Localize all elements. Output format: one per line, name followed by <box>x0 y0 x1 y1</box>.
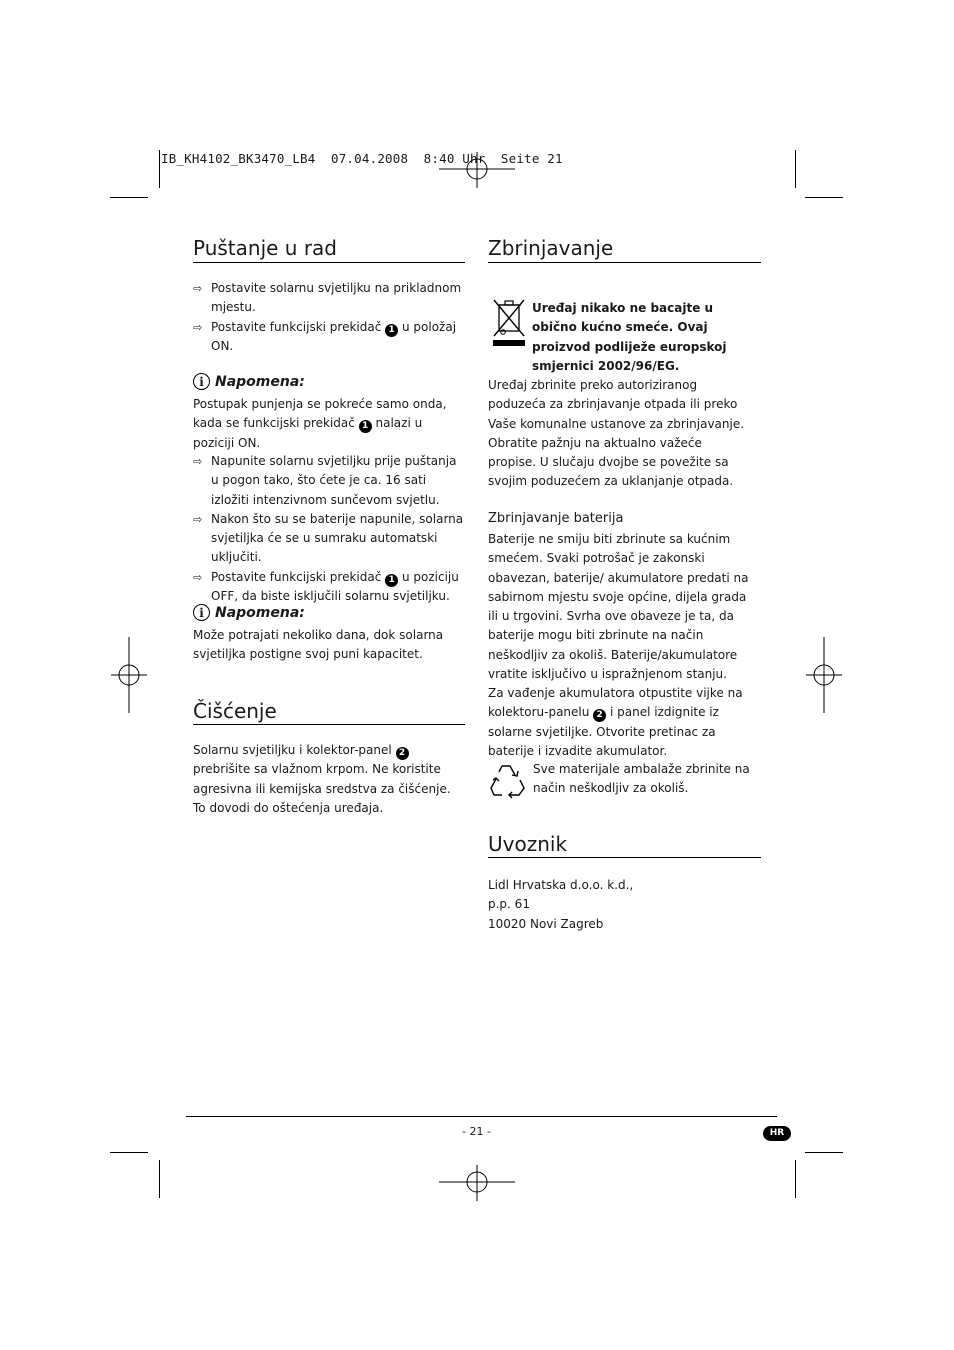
title-rule <box>488 262 761 263</box>
list-item <box>193 568 465 607</box>
disposal-paragraph: Uređaj zbrinite preko autoriziranog poduzeća za zbrinjavanje otpada ili preko Vaše komunalne ustanove za zbrinjavanje. Obratite pažnju na aktualno važeće propise. U slučaju dvojbe se povežite sa svojim poduzećem za uklanjanje otpada. <box>488 378 745 489</box>
list-item <box>193 279 465 318</box>
number-badge: 2 <box>593 709 606 722</box>
list-item <box>193 318 465 357</box>
page-number: - 21 - <box>462 1125 491 1138</box>
recycle-icon <box>488 760 528 800</box>
cleaning-text: Solarnu svjetiljku i kolektor-panel 2 prebrišite sa vlažnom krpom. Ne koristite agresivna ili kemijska sredstva za čišćenje. To dovodi do oštećenja uređaja. <box>193 743 451 815</box>
registration-mark-top <box>437 150 517 190</box>
battery-heading: Zbrinjavanje baterija <box>488 511 624 526</box>
arrow-icon: ⇨ <box>193 512 203 526</box>
step-text: u položaj ON. <box>211 319 457 353</box>
note-heading: i Napomena: <box>193 604 305 621</box>
arrow-icon: ⇨ <box>193 320 203 334</box>
step-text: Postavite solarnu svjetiljku na prikladnom mjestu. <box>211 281 462 315</box>
registration-mark-bottom <box>437 1163 517 1203</box>
address-line: p.p. 61 <box>488 897 530 912</box>
number-badge: 1 <box>359 420 372 433</box>
arrow-icon: ⇨ <box>193 570 203 584</box>
step-text: Postavite funkcijski prekidač <box>211 319 382 334</box>
title-rule <box>488 857 761 858</box>
weee-bin-icon <box>490 296 528 348</box>
number-badge: 2 <box>396 747 409 760</box>
arrow-icon: ⇨ <box>193 455 203 468</box>
accumulator-text: Za vađenje akumulatora otpustite vijke na kolektoru-panelu 2 i panel izdignite iz solarne svjetiljke. Otvorite pretinac za baterije i izvadite akumulator. <box>488 686 743 758</box>
address-line: 10020 Novi Zagreb <box>488 916 604 931</box>
steps-list <box>193 279 465 356</box>
title-rule <box>193 262 465 263</box>
address-line: Lidl Hrvatska d.o.o. k.d., <box>488 878 634 892</box>
section-title-ciscenje: Čišćenje <box>193 699 277 723</box>
title-rule <box>193 724 465 725</box>
number-badge: 1 <box>385 574 398 587</box>
info-icon: i <box>193 604 210 621</box>
weee-text: Uređaj nikako ne bacajte u obično kućno smeće. Ovaj proizvod podliježe europskoj smjernici 2002/96/EG. <box>532 301 727 373</box>
battery-text: Baterije ne smiju biti zbrinute sa kućnim smećem. Svaki potrošač je zakonski obavezan, baterije/ akumulatore predati na sabirnom mjestu svoje općine, dijela grada ili u trgovini. Svrha ove obaveze je ta, da baterije mogu biti zbrinute na način neškodljiv za okoliš. Baterije/akumulatore vratite isključivo u ispražnjenom stanju. <box>488 532 749 682</box>
importer-address <box>488 876 756 934</box>
print-header: IB_KH4102_BK3470_LB4 07.04.2008 8:40 Uhr Seite 21 <box>161 151 563 166</box>
note-text: Postupak punjenja se pokreće samo onda, kada se funkcijski prekidač 1 nalazi u poziciji ON. <box>193 397 447 450</box>
note-text: Može potrajati nekoliko dana, dok solarna svjetiljka postigne svoj puni kapacitet. <box>193 628 444 662</box>
list-item <box>193 510 465 568</box>
step-text: Napunite solarnu svjetiljku prije puštanja u pogon tako, što ćete je ca. 16 sati izložiti intenzivnom sunčevom svjetlu. <box>211 454 457 507</box>
registration-mark-left <box>109 636 149 714</box>
number-badge: 1 <box>385 324 398 337</box>
info-icon: i <box>193 373 210 390</box>
step-text: Postavite funkcijski prekidač <box>211 569 382 584</box>
list-item <box>193 452 465 510</box>
language-badge: HR <box>763 1126 791 1141</box>
section-title-pustanje: Puštanje u rad <box>193 236 338 260</box>
section-title-zbrinjavanje: Zbrinjavanje <box>488 236 614 260</box>
note-heading: i Napomena: <box>193 373 305 390</box>
registration-mark-right <box>804 636 844 714</box>
step-text: Nakon što su se baterije napunile, solarna svjetiljka će se u sumraku automatski uključiti. <box>211 511 464 565</box>
step-text: u poziciju OFF, da biste isključili solarnu svjetiljku. <box>211 569 459 604</box>
steps-list-2 <box>193 452 465 606</box>
section-title-uvoznik: Uvoznik <box>488 832 568 856</box>
arrow-icon: ⇨ <box>193 282 203 295</box>
recycle-text: Sve materijale ambalaže zbrinite na način neškodljiv za okoliš. <box>533 762 750 796</box>
